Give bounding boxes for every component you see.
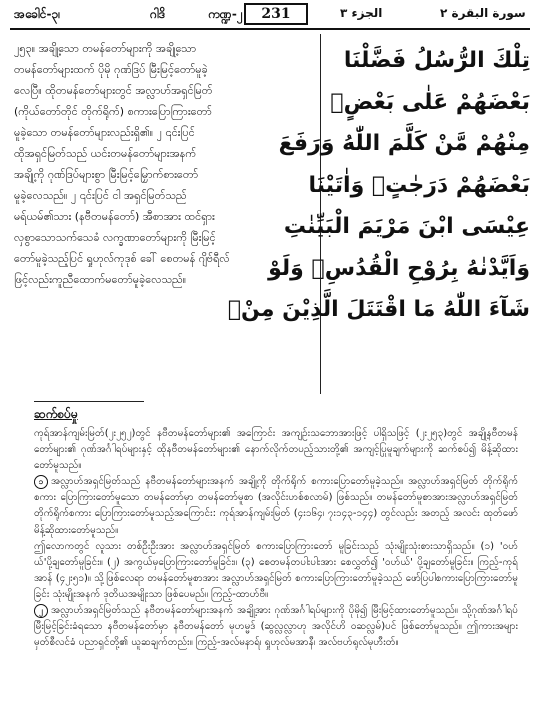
- translation-line: ဖြင့်လည်းကူညီထောက်မတော်မူခဲ့လေသည်။: [14, 273, 187, 286]
- commentary-paragraph-text: အလ္လာဟ်အရှင်မြတ်သည် နဗီတမန်တော်များအနက် အချို့ကို တိုက်ရိုက် စကားပြောတော်မူခဲ့သည်။ အလ္လာဟ်အရှင်မြတ် တိုက်ရိုက်စကား ပြောကြားတော်မူသော တမန်တော်မှာ တမန်တော်မူစာ (အလိုင်းဟစ်စလာမ်) ဖြစ်သည်။ တမန်တော်မူစာအားအလ္လာဟ်အရှင်မြတ် တိုက်ရိုက်စကား ပြောကြားတော်မူသည့်အကြောင်း: ကုရ်အာန်ကျမ်းမြတ် (၄း၁၆၄၊ ၇း၁၄၃-၁၄၄) တွင်လည်း အတည့် အလင်း ထုတ်ဖော်မိန့်ဆိုထားတော်မူသည်။: [34, 476, 518, 536]
- page-number: 231: [244, 3, 308, 25]
- translation-line: လှစွာသောသက်သေခံ လက္ခဏာတော်များကို မြီးမြင့်: [14, 231, 216, 244]
- arabic-verse-line: عِيْسَى ابْنَ مَرْيَمَ الْبَيِّنٰتِ: [283, 214, 530, 239]
- arabic-verse-line: بَعْضَهُمْ دَرَجٰتٍۗ وَاٰتَيْنَا: [308, 172, 530, 198]
- commentary-paragraph: ကုရ်အာန်ကျမ်းမြတ်(၂း၂၅၂)တွင် နဗီတမန်တော်များ၏ အကြောင်း အကျဉ်းသဘောအားဖြင့် ပါရှိသဖြင့် (၂း၂၅၃)တွင် အချို့နဗီတမန်တော်များ၏ ဂုဏ်အင်္ဂါရပ်များနှင့် ထိုနဗီတမန်တော်များ၏ နောက်လိုက်တပည့်သားတို့၏ အကျင့်ပြုမူချက်များကို ဆက်စပ်၍ မိန့်ဆိုထားတော်မူသည်။: [34, 428, 518, 472]
- translation-line: (ကိုယ်တော်တိုင် တိုက်ရိုက်) စကားပြောကြားတော်: [14, 105, 212, 118]
- translation-line: လေပြီ။ ထိုတမန်တော်များတွင် အလ္လာဟ်အရှင်မြတ်: [14, 84, 213, 97]
- translation-line: အချို့ကို ဂုဏ်ဒြပ်များစွာ မြီးမြင့်မြှောက်စားတော်: [14, 168, 199, 181]
- commentary-heading: ဆက်စပ်မှု: [34, 407, 78, 421]
- arabic-verse-line: تِلْكَ الرُّسُلُ فَضَّلْنَا: [343, 48, 530, 73]
- header-surah: سورة البقرة ٢: [440, 6, 526, 20]
- translation-line: တမန်တော်များထက် ပိုမို ဂုဏ်ဒြပ် မြီးမြင့်တော်မူခဲ့: [14, 63, 208, 76]
- arabic-verse-line: وَاَيَّدْنٰهُ بِرُوْحِ الْقُدُسِۗ وَلَوْ: [268, 255, 530, 281]
- translation-line: တော်မူခဲ့သည့်ပြင် ရှုဟုလ်ကုဒုစ် ခေါ် စေတမန် ဂျိဗ်ရီလ်: [14, 252, 230, 265]
- arabic-verse-column: [227, 40, 530, 331]
- header-juz: الجزء ٣: [340, 6, 383, 20]
- commentary-paragraph: [34, 474, 518, 538]
- page-header: [0, 0, 540, 30]
- translation-line: မူခဲ့သော တမန်တော်များလည်းရှိ၏။ ၂ ၎င်းပြင်: [14, 126, 195, 139]
- commentary-rule: [34, 401, 144, 402]
- arabic-verse-line: بَعْضَهُمْ عَلٰى بَعْضٍۘ: [330, 89, 530, 115]
- header-chapter: အခေါင်-၃၊: [14, 7, 61, 21]
- commentary-paragraph: [34, 603, 518, 651]
- translation-line: မရ်ယမ်၏သား (နဗီတမန်တော်) အီစာအား ထင်ရှား: [14, 210, 215, 223]
- translation-line: မူခဲ့လေသည်။ ၂ ၎င်းပြင် ငါ အရှင်မြတ်သည်: [14, 189, 187, 202]
- commentary-paragraph-text: အလ္လာဟ်အရှင်မြတ်သည် နဗီတမန်တော်များအနက် အချို့အား ဂုဏ်အင်္ဂါရပ်များကို ပိုမို၍ မြီးမြင့်ထားတော်မူသည်။ သို့ဂုဏ်အင်္ဂါရပ်မြီးမြင့်ခြင်းခံရသော နဗီတမန်တော်မှာ နဗီတမန်တော် မုဟမ္မဒ် (ဆွလ္လလ္လာဟု အလိုင်ဟိ ဝဆလ္လမ်)ပင် ဖြစ်တော်မူသည်။ ဤကားအများမှတ်စီလင်ခံ ပညာရှင်တို့၏ ယူဆချက်တည်း။ ကြည့်-အလ်မနာရ်၊ ရှုဟုလ်မအာနီ၊ အလ်ဗဟ်ရုလ်မုဟီးတ်။: [34, 605, 518, 649]
- arabic-verse-line: شَآءَ اللّٰهُ مَا اقْتَتَلَ الَّذِيْنَ مِنْۢ: [227, 297, 530, 322]
- header-part: ကဏ္ဍ-၂: [208, 7, 243, 21]
- translation-line: ၂၅၃။ အချို့သော တမန်တော်များကို အချို့သော: [14, 42, 197, 55]
- header-rule: [10, 28, 530, 30]
- note-marker-1: ၁: [34, 475, 48, 489]
- header-section: ဂါဒိ: [150, 7, 166, 21]
- commentary-body: [34, 426, 518, 651]
- commentary-paragraph: ဤလောကတွင် လူသား တစ်ဦးဦးအား အလ္လာဟ်အရှင်မြတ် စကားပြောကြားတော် မူခြင်းသည် သုံးမျိုးသုံးစားသာရှိသည်။ (၁) 'ဝဟ်ယ်'ပို့ချတော်မူခြင်း။ (၂) အကွယ်မှပြောကြားတော်မူခြင်း။ (၃) စေတမန်တပါးပါးအား စေလွှတ်၍ 'ဝဟ်ယ်' ပို့ချတော်မူခြင်း။ ကြည့်-ကုရ်အာန် (၄၂း၅၁)။ သို့ဖြစ်လေရာ တမန်တော်မူစာအား အလ္လာဟ်အရှင်မြတ် စကားပြောကြားတော်မူခဲ့သည် ဖော်ပြပါစကားပြောကြားတော်မူခြင်း သုံးမျိုးအနက် ဒုတိယအမျိုးသာ ဖြစ်ပေမည်။ ကြည့်-ထာဟ်ဗီ။: [34, 540, 518, 600]
- note-marker-2: ၂: [34, 604, 48, 618]
- arabic-verse-line: مِنْهُمْ مَّنْ كَلَّمَ اللّٰهُ وَرَفَعَ: [278, 131, 530, 156]
- translation-line: ထိုအရှင်မြတ်သည် ယင်းတမန်တော်များအနက်: [14, 147, 197, 160]
